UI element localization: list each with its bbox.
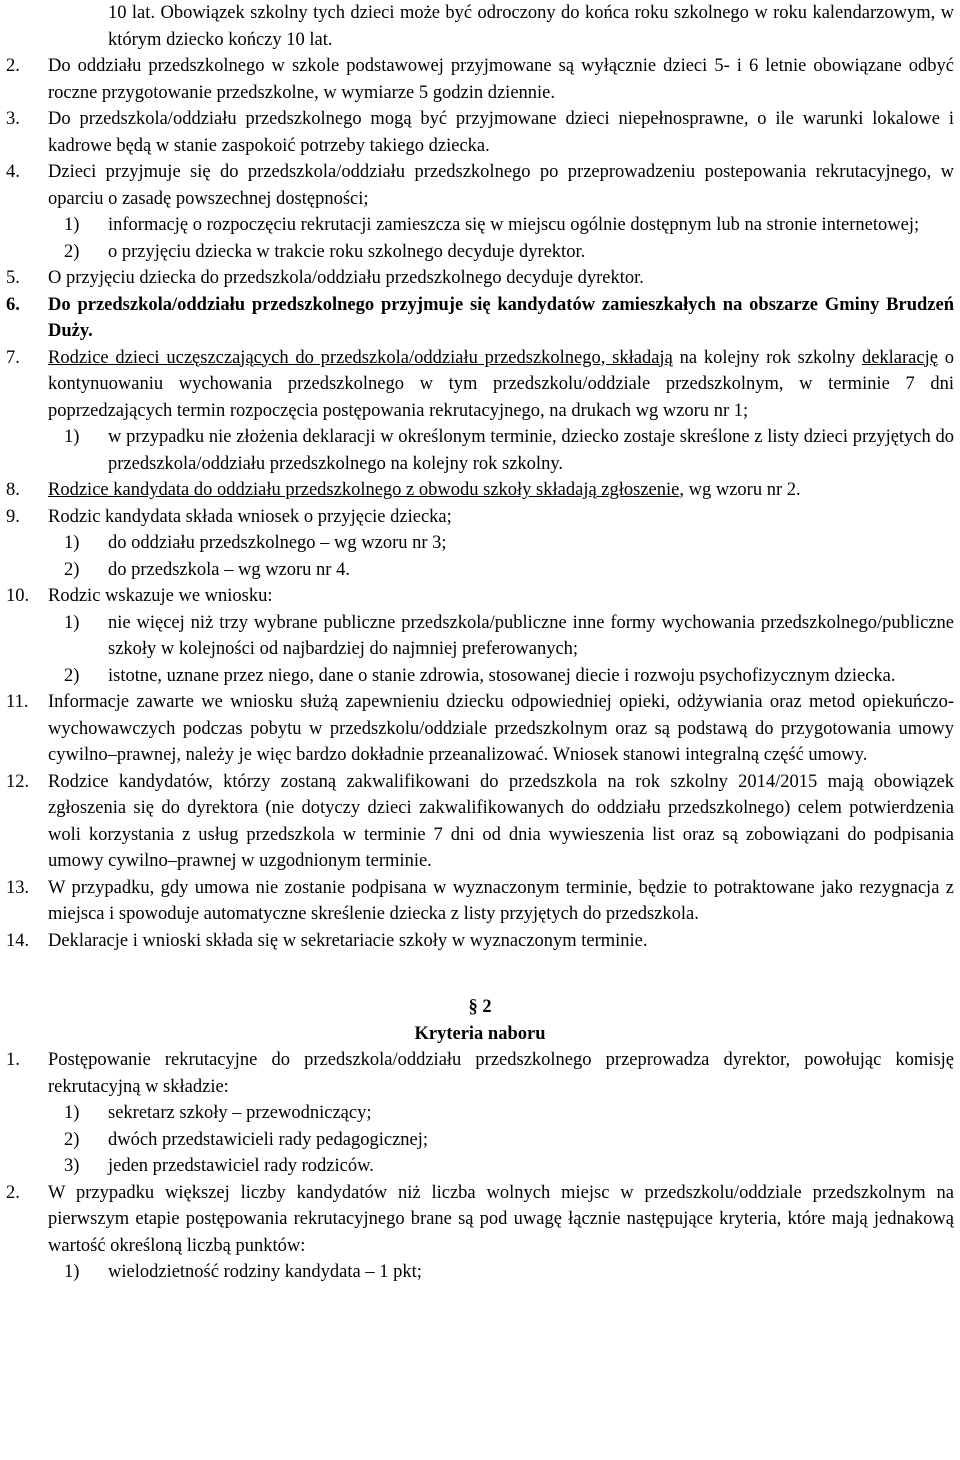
- list-item-14: [0, 928, 960, 955]
- underlined-text: deklarację: [861, 347, 938, 368]
- sub-item: [0, 1259, 960, 1286]
- item-text: W przypadku, gdy umowa nie zostanie podpisana w wyznaczonym terminie, będzie to potraktowane jako rezygnacja z miejsca i spowoduje automatyczne skreślenie dziecka z listy przyjętych do przedszkola.: [48, 877, 954, 924]
- item-text: Do przedszkola/oddziału przedszkolnego mogą być przyjmowane dzieci niepełnosprawne, o ile warunki lokalowe i kadrowe będą w stanie zaspokoić potrzeby takiego dziecka.: [48, 109, 954, 156]
- item-number: 2.: [6, 56, 20, 76]
- list-item-12: [0, 769, 960, 875]
- item-number: 1.: [6, 1050, 20, 1070]
- item-text: Rodzic wskazuje we wniosku:: [48, 586, 273, 606]
- item-number: 5.: [6, 268, 20, 288]
- sub-item: [0, 610, 960, 663]
- section-item-1: [0, 1047, 960, 1100]
- sub-item-number: 2): [64, 665, 80, 686]
- sub-item: [0, 663, 960, 690]
- item-number: 4.: [6, 162, 20, 182]
- list-item-10: [0, 583, 960, 610]
- sub-item-number: 1): [64, 1262, 80, 1282]
- item-text: Do przedszkola/oddziału przedszkolnego przyjmuje się kandydatów zamieszkałych na obszarze Gminy Brudzeń Duży.: [48, 294, 954, 341]
- item-text: W przypadku większej liczby kandydatów niż liczba wolnych miejsc w przedszkolu/oddziale przedszkolnym na pierwszym etapie postępowania rekrutacyjnego brane są pod uwagę łącznie następujące kryteria, które mają jednakową wartość określoną liczbą punktów:: [48, 1182, 954, 1256]
- sub-item: [0, 212, 960, 239]
- item-text: Rodzice kandydatów, którzy zostaną zakwalifikowani do przedszkola na rok szkolny 2014/2015 mają obowiązek zgłoszenia się do dyrektora (nie dotyczy dzieci zakwalifikowanych do oddziału przedszkolnego) celem potwierdzenia woli korzystania z usług przedszkola w terminie 7 dni od dnia wywieszenia list oraz są zobowiązani do podpisania umowy cywilno–prawnej w uzgodnionym terminie.: [48, 771, 954, 871]
- item-text: O przyjęciu dziecka do przedszkola/oddziału przedszkolnego decyduje dyrektor.: [48, 268, 644, 288]
- sub-item-number: 2): [64, 241, 80, 262]
- item-text: Do oddziału przedszkolnego w szkole podstawowej przyjmowane są wyłącznie dzieci 5- i 6 letnie obowiązane odbyć roczne przygotowanie przedszkolne, w wymiarze 5 godzin dziennie.: [48, 56, 954, 103]
- item-text: , wg wzoru nr 2.: [679, 480, 801, 500]
- underlined-text: Rodzice dzieci uczęszczających do przedszkola/oddziału przedszkolnego, składają: [48, 347, 673, 368]
- sub-item: [0, 424, 960, 477]
- spacer: [0, 954, 960, 994]
- section-number: § 2: [468, 997, 492, 1017]
- item-number: 13.: [6, 877, 30, 898]
- sub-item-text: do oddziału przedszkolnego – wg wzoru nr 3;: [108, 533, 447, 553]
- item-number: 3.: [6, 109, 20, 129]
- item-number: 11.: [6, 692, 29, 712]
- sub-item-text: w przypadku nie złożenia deklaracji w określonym terminie, dziecko zostaje skreślone z listy dzieci przyjętych do przedszkola/oddziału przedszkolnego na kolejny rok szkolny.: [108, 427, 954, 474]
- item-number: 2.: [6, 1182, 20, 1203]
- sub-item: [0, 530, 960, 557]
- sub-item-number: 1): [64, 1103, 80, 1123]
- section-title: Kryteria naboru: [414, 1023, 546, 1044]
- sub-item-number: 3): [64, 1156, 80, 1176]
- section-item-2: [0, 1180, 960, 1260]
- sub-item-text: o przyjęciu dziecka w trakcie roku szkolnego decyduje dyrektor.: [108, 241, 586, 262]
- list-item-8: [0, 477, 960, 504]
- sub-item-number: 2): [64, 1129, 80, 1150]
- item-text: o kontynuowaniu wychowania przedszkolnego w tym przedszkolu/oddziale przedszkolnym, w terminie 7 dni poprzedzających termin rozpoczęcia postępowania rekrutacyjnego, na drukach wg wzoru nr 1;: [48, 347, 955, 421]
- sub-item: [0, 557, 960, 584]
- continuation-paragraph: 10 lat. Obowiązek szkolny tych dzieci może być odroczony do końca roku szkolnego w roku kalendarzowym, w którym dziecko kończy 10 lat.: [108, 3, 954, 50]
- sub-item: [0, 1127, 960, 1154]
- sub-item-text: istotne, uznane przez niego, dane o stanie zdrowia, stosowanej diecie i rozwoju psychofizycznym dziecka.: [108, 665, 896, 686]
- item-text: Rodzic kandydata składa wniosek o przyjęcie dziecka;: [48, 506, 452, 527]
- item-text: na kolejny rok szkolny: [672, 347, 862, 368]
- list-item-11: [0, 689, 960, 769]
- item-number: 9.: [6, 506, 20, 527]
- list-item-6: [0, 292, 960, 345]
- sub-item: [0, 1153, 960, 1180]
- sub-item: [0, 239, 960, 266]
- item-text: Deklaracje i wnioski składa się w sekretariacie szkoły w wyznaczonym terminie.: [48, 930, 648, 951]
- sub-item-number: 1): [64, 612, 80, 633]
- list-item-9: [0, 504, 960, 531]
- item-number: 12.: [6, 771, 30, 792]
- sub-item-text: wielodzietność rodziny kandydata – 1 pkt;: [108, 1262, 422, 1282]
- sub-item-number: 1): [64, 215, 80, 235]
- item-text: Dzieci przyjmuje się do przedszkola/oddziału przedszkolnego po przeprowadzeniu postepowania rekrutacyjnego, w oparciu o zasadę powszechnej dostępności;: [48, 162, 954, 209]
- sub-item-text: do przedszkola – wg wzoru nr 4.: [108, 559, 350, 580]
- sub-item-number: 2): [64, 559, 80, 580]
- list-item-13: [0, 875, 960, 928]
- underlined-text: Rodzice kandydata do oddziału przedszkolnego z obwodu szkoły składają zgłoszenie: [48, 480, 680, 500]
- item-number: 7.: [6, 347, 20, 368]
- sub-item-text: jeden przedstawiciel rady rodziców.: [108, 1156, 374, 1176]
- list-item-5: [0, 265, 960, 292]
- item-number: 6.: [6, 294, 20, 315]
- list-item-2: [0, 53, 960, 106]
- item-text: Postępowanie rekrutacyjne do przedszkola/oddziału przedszkolnego przeprowadza dyrektor, powołując komisję rekrutacyjną w składzie:: [48, 1050, 954, 1097]
- item-text: Informacje zawarte we wniosku służą zapewnieniu dziecku odpowiedniej opieki, odżywiania oraz metod opiekuńczo-wychowawczych podczas pobytu w przedszkolu/oddziale przedszkolnym oraz są podstawą do przygotowania umowy cywilno–prawnej, należy je więc bardzo dokładnie przeanalizować. Wniosek stanowi integralną część umowy.: [48, 692, 954, 765]
- sub-item-number: 1): [64, 427, 80, 447]
- list-item-4: [0, 159, 960, 212]
- sub-item-text: nie więcej niż trzy wybrane publiczne przedszkola/publiczne inne formy wychowania przedszkolnego/publiczne szkoły w kolejności od najbardziej do najmniej preferowanych;: [108, 612, 954, 659]
- sub-item-text: sekretarz szkoły – przewodniczący;: [108, 1103, 372, 1123]
- sub-item-text: dwóch przedstawicieli rady pedagogicznej;: [108, 1129, 429, 1150]
- list-item-3: [0, 106, 960, 159]
- item-number: 8.: [6, 480, 20, 500]
- sub-item: [0, 1100, 960, 1127]
- list-item-7: [0, 345, 960, 425]
- item-number: 10.: [6, 586, 30, 606]
- sub-item-number: 1): [64, 533, 80, 553]
- item-number: 14.: [6, 930, 30, 951]
- sub-item-text: informację o rozpoczęciu rekrutacji zamieszcza się w miejscu ogólnie dostępnym lub na stronie internetowej;: [108, 215, 920, 235]
